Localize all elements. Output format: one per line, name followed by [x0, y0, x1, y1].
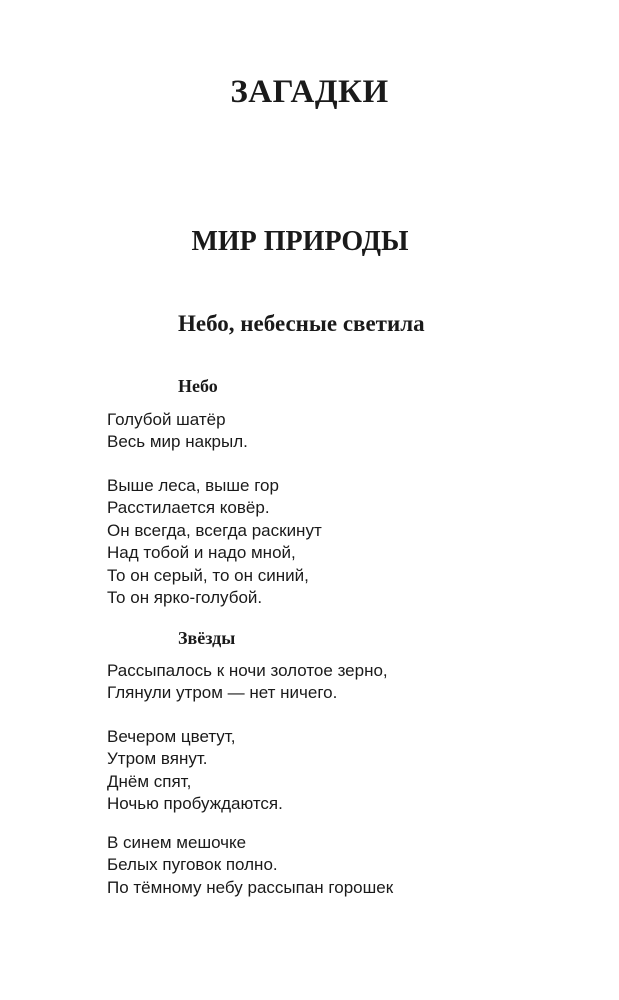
verse-line: Глянули утром — нет ничего.: [107, 683, 338, 703]
verse-line: То он ярко-голубой.: [107, 588, 263, 608]
verse-line: В синем мешочке: [107, 833, 247, 852]
section-title: МИР ПРИРОДЫ: [191, 226, 409, 257]
verse-line: Белых пуговок полно.: [107, 855, 278, 875]
verse-line: Голубой шатёр: [107, 410, 226, 429]
verse-line: Вечером цветут,: [107, 727, 236, 746]
riddle-stars-3: [107, 832, 393, 899]
subsection-title: Небо, небесные светила: [178, 311, 425, 336]
verse-line: Весь мир накрыл.: [107, 432, 248, 452]
verse-line: Выше леса, выше гор: [107, 476, 279, 495]
verse-line: Рассыпалось к ночи золотое зерно,: [107, 661, 388, 680]
verse-line: Днём спят,: [107, 771, 192, 791]
riddle-stars-1: [107, 660, 388, 705]
verse-line: Расстилается ковёр.: [107, 498, 270, 518]
page-title: ЗАГАДКИ: [230, 74, 389, 110]
riddle-heading-stars: Звёзды: [178, 628, 236, 648]
riddle-heading-sky: Небо: [178, 376, 218, 396]
verse-line: По тёмному небу рассыпан горошек: [107, 877, 394, 897]
verse-line: Ночью пробуждаются.: [107, 794, 283, 814]
verse-line: Над тобой и надо мной,: [107, 543, 296, 563]
verse-line: Он всегда, всегда раскинут: [107, 520, 322, 540]
verse-line: То он серый, то он синий,: [107, 565, 309, 585]
riddle-stars-2: [107, 726, 283, 816]
riddle-sky-1: [107, 409, 248, 454]
riddle-sky-2: [107, 475, 322, 609]
verse-line: Утром вянут.: [107, 749, 208, 769]
